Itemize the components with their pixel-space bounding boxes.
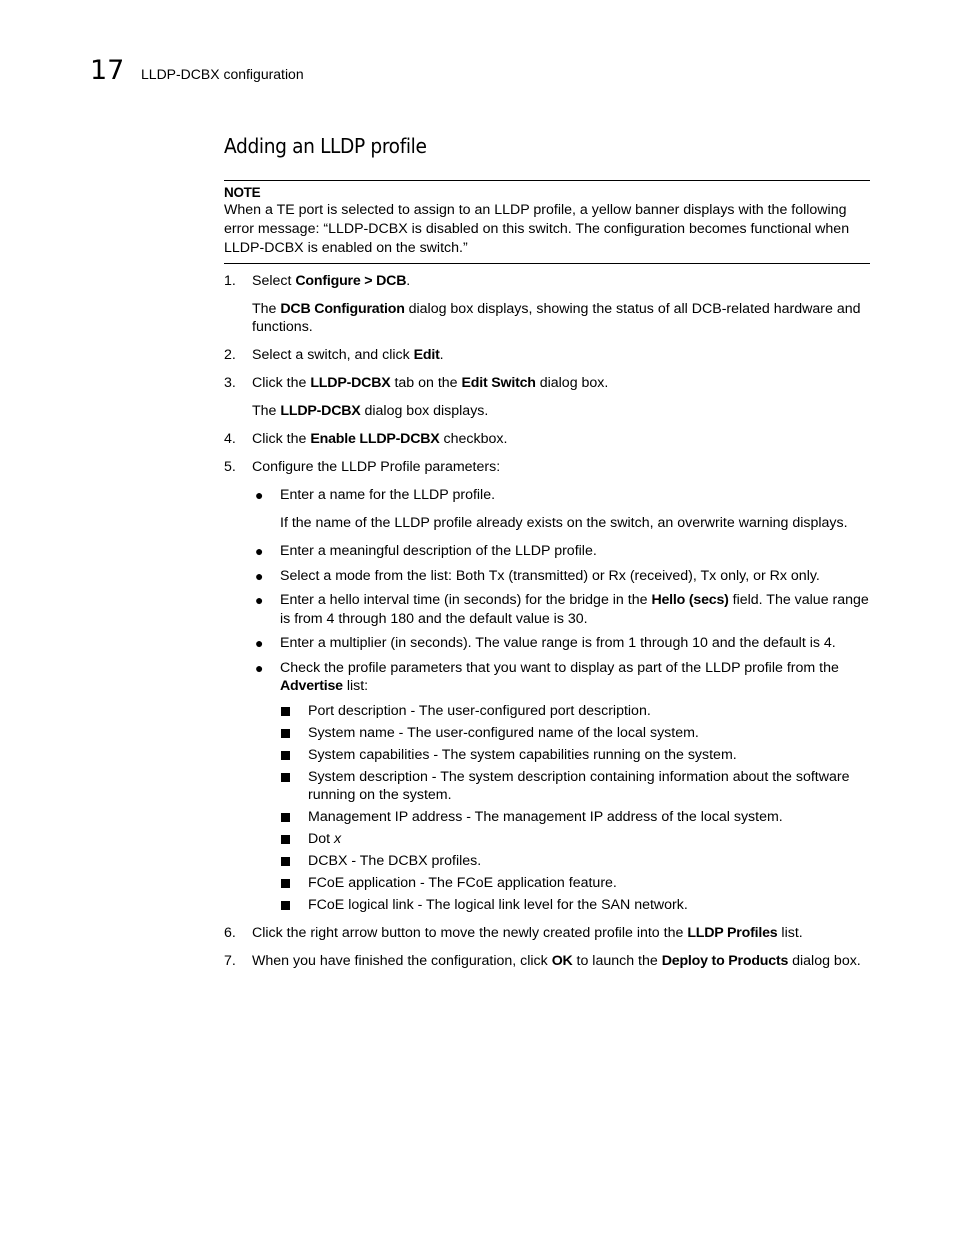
ui-term: LLDP-DCBX bbox=[280, 402, 361, 419]
list-item: System name - The user-configured name of the local system. bbox=[280, 724, 872, 743]
step-text: Click the Enable LLDP-DCBX checkbox. bbox=[252, 430, 508, 447]
bullet-icon: ● bbox=[255, 567, 264, 584]
square-bullet-icon bbox=[281, 729, 290, 738]
square-bullet-icon bbox=[281, 835, 290, 844]
chapter-title: LLDP-DCBX configuration bbox=[141, 66, 304, 82]
square-bullet-icon bbox=[281, 879, 290, 888]
step-number: 6. bbox=[224, 924, 236, 941]
list-item: Management IP address - The management IP address of the local system. bbox=[280, 808, 872, 827]
step-text: Click the LLDP-DCBX tab on the Edit Switch dialog box. bbox=[252, 374, 609, 391]
step-number: 5. bbox=[224, 458, 236, 475]
bullet-icon: ● bbox=[255, 635, 264, 651]
bullet-icon: ● bbox=[255, 487, 264, 503]
ui-term: Enable LLDP-DCBX bbox=[310, 430, 440, 447]
list-item: DCBX - The DCBX profiles. bbox=[280, 852, 872, 871]
list-item: ● Enter a hello interval time (in seconds) for the bridge in the Hello (secs) field. The value range is from 4 through 180 and the default value is 30. bbox=[255, 592, 869, 627]
list-item: ● Select a mode from the list: Both Tx (transmitted) or Rx (received), Tx only, or Rx only. bbox=[255, 567, 820, 584]
bullet-icon: ● bbox=[255, 543, 264, 559]
list-item: FCoE application - The FCoE application feature. bbox=[280, 874, 872, 893]
step-5 bbox=[224, 458, 872, 915]
square-bullet-icon bbox=[281, 751, 290, 760]
step-number: 3. bbox=[224, 374, 236, 391]
step-number: 4. bbox=[224, 430, 236, 447]
list-item: Port description - The user-configured port description. bbox=[280, 702, 872, 721]
ui-term: Configure > DCB bbox=[295, 273, 407, 289]
variable-x: x bbox=[334, 831, 342, 847]
bullet-icon: ● bbox=[255, 659, 264, 676]
step-result: The LLDP-DCBX dialog box displays. bbox=[252, 402, 489, 419]
ui-term: Edit Switch bbox=[461, 374, 536, 391]
ui-term: DCB Configuration bbox=[280, 300, 405, 317]
bullet-icon: ● bbox=[255, 592, 264, 608]
note-label: NOTE bbox=[224, 185, 261, 200]
step-3 bbox=[224, 374, 872, 421]
step-text: Click the right arrow button to move the newly created profile into the LLDP Profiles list. bbox=[252, 924, 803, 941]
step-4 bbox=[224, 430, 872, 449]
step-text: Configure the LLDP Profile parameters: bbox=[252, 458, 501, 475]
step-result: The DCB Configuration dialog box displays, showing the status of all DCB-related hardware and functions. bbox=[252, 300, 861, 335]
square-bullet-icon bbox=[281, 773, 290, 782]
square-bullet-icon bbox=[281, 857, 290, 866]
note-text: When a TE port is selected to assign to an LLDP profile, a yellow banner displays with the following error message: “LLDP-DCBX is disabled on this switch. The configuration becomes functional when LLDP-DCBX is enabled on the switch.” bbox=[224, 202, 850, 256]
list-item: System capabilities - The system capabilities running on the system. bbox=[280, 746, 872, 765]
square-bullet-icon bbox=[281, 813, 290, 822]
chapter-number: 17 bbox=[90, 55, 125, 86]
list-item: FCoE logical link - The logical link level for the SAN network. bbox=[280, 896, 872, 915]
advertise-list bbox=[280, 702, 872, 915]
ui-term: LLDP Profiles bbox=[687, 924, 778, 941]
ui-term: OK bbox=[551, 952, 573, 969]
step-text: When you have finished the configuration, click OK to launch the Deploy to Products dialog box. bbox=[252, 952, 861, 969]
step-6 bbox=[224, 924, 872, 943]
list-item: ● Check the profile parameters that you want to display as part of the LLDP profile from the Advertise list: Port description - The user-configured port description. System name - The user-configured name of the local system. System capabilities - The system capabilities running on the system. System description - The system description containing information about the software running on the system. Management IP address - The management IP address of the local system. Dot x DCBX - The DCBX profiles. FCoE application - The FCoE application feature. FCoE logical link - The logical link level for the SAN network. bbox=[252, 659, 872, 915]
list-item: ● Enter a multiplier (in seconds). The value range is from 1 through 10 and the default is 4. bbox=[255, 635, 836, 651]
procedure-steps bbox=[224, 272, 872, 970]
section-title: Adding an LLDP profile bbox=[224, 134, 427, 158]
note-box bbox=[224, 180, 870, 264]
step-text: Select a switch, and click Edit. bbox=[252, 346, 444, 363]
ui-term: Hello (secs) bbox=[651, 592, 729, 608]
ui-term: Advertise bbox=[280, 678, 343, 694]
list-item: Dot x bbox=[280, 830, 872, 849]
step-number: 2. bbox=[224, 346, 236, 363]
square-bullet-icon bbox=[281, 901, 290, 910]
parameter-list bbox=[252, 486, 872, 915]
step-2 bbox=[224, 346, 872, 365]
step-text: Select Configure > DCB. bbox=[252, 273, 411, 289]
square-bullet-icon bbox=[281, 707, 290, 716]
ui-term: Deploy to Products bbox=[661, 952, 789, 969]
list-item: ● Enter a name for the LLDP profile. If the name of the LLDP profile already exists on the switch, an overwrite warning displays. bbox=[255, 487, 848, 531]
step-7 bbox=[224, 952, 872, 971]
ui-term: LLDP-DCBX bbox=[310, 374, 391, 391]
step-1 bbox=[224, 272, 872, 337]
step-number: 1. bbox=[224, 273, 236, 289]
step-number: 7. bbox=[224, 952, 236, 969]
list-item: ● Enter a meaningful description of the LLDP profile. bbox=[255, 543, 597, 559]
list-item: System description - The system description containing information about the software running on the system. bbox=[280, 768, 872, 805]
ui-term: Edit bbox=[413, 346, 440, 363]
